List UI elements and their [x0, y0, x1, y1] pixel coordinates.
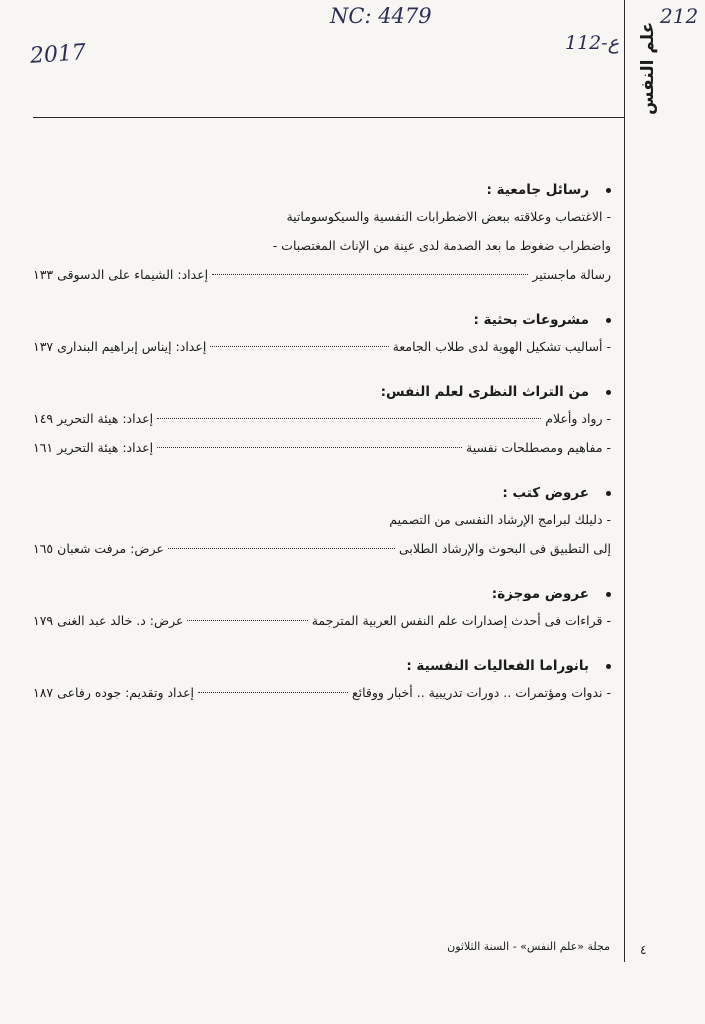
- entry-page-number: ١٨٧: [33, 685, 54, 700]
- side-rule: [624, 0, 625, 962]
- section-brief-reviews: [33, 582, 611, 635]
- bullet-icon: [606, 664, 611, 669]
- entry-page-number: ١٣٣: [33, 267, 54, 282]
- dot-leader: [157, 446, 462, 448]
- section-theoretical-heritage: [33, 380, 611, 462]
- entry-credit: إعداد: هيئة التحرير: [57, 411, 154, 426]
- section-heading: من التراث النظرى لعلم النفس:: [33, 380, 611, 404]
- entry-credit: إعداد: الشيماء على الدسوقى: [57, 267, 209, 282]
- header-rule: [33, 117, 625, 118]
- footer-journal-line: مجلة «علم النفس» - السنة الثلاثون: [447, 940, 610, 953]
- section-heading: عروض موجزة:: [33, 582, 611, 606]
- entry-title: - ندوات ومؤتمرات .. دورات تدريبية .. أخبار ووقائع: [351, 685, 611, 700]
- dot-leader: [157, 417, 541, 419]
- entry-text-line: واضطراب ضغوط ما بعد الصدمة لدى عينة من الإناث المغتصبات -: [272, 238, 611, 253]
- toc-entry: [33, 404, 611, 433]
- entry-title: - مفاهيم ومصطلحات نفسية: [466, 440, 611, 455]
- entry-title: - أساليب تشكيل الهوية لدى طلاب الجامعة: [392, 339, 611, 354]
- entry-title: - قراءات فى أحدث إصدارات علم النفس العربية المترجمة: [311, 613, 611, 628]
- dot-leader: [198, 691, 348, 693]
- dot-leader: [187, 619, 307, 621]
- entry-credit: إعداد: إيناس إبراهيم البندارى: [57, 339, 207, 354]
- entry-text-line: - الاغتصاب وعلاقته ببعض الاضطرابات النفسية والسيكوسوماتية: [286, 209, 611, 224]
- entry-credit: إعداد وتقديم: جوده رفاعى: [57, 685, 195, 700]
- toc-entry: [33, 678, 611, 707]
- section-events-panorama: [33, 654, 611, 707]
- entry-title: - رواد وأعلام: [545, 411, 611, 426]
- footer-page-number: ٤: [640, 943, 647, 957]
- entry-credit: عرض: د. خالد عبد الغنى: [57, 613, 184, 628]
- entry-page-number: ١٤٩: [33, 411, 54, 426]
- entry-page-number: ١٣٧: [33, 339, 54, 354]
- section-heading: بانوراما الفعاليات النفسية :: [33, 654, 611, 678]
- bullet-icon: [606, 390, 611, 395]
- section-university-theses: [33, 178, 611, 289]
- dot-leader: [212, 273, 528, 275]
- entry-page-number: ١٧٩: [33, 613, 54, 628]
- entry-text-line: - دليلك لبرامج الإرشاد النفسى من التصميم: [389, 512, 611, 527]
- toc-entry: [33, 260, 611, 289]
- entry-credit: عرض: مرفت شعبان: [57, 541, 164, 556]
- entry-credit: إعداد: هيئة التحرير: [57, 440, 154, 455]
- toc-entry: [33, 534, 611, 563]
- section-research-projects: [33, 308, 611, 361]
- bullet-icon: [606, 318, 611, 323]
- table-of-contents: [33, 178, 611, 726]
- side-journal-title: علم النفس: [638, 21, 658, 115]
- dot-leader: [168, 547, 395, 549]
- entry-title: إلى التطبيق فى البحوث والإرشاد الطلابى: [399, 541, 611, 556]
- section-heading: رسائل جامعية :: [33, 178, 611, 202]
- section-heading: مشروعات بحثية :: [33, 308, 611, 332]
- entry-title: رسالة ماجستير: [532, 267, 611, 282]
- toc-entry: [33, 433, 611, 462]
- section-heading: عروض كتب :: [33, 481, 611, 505]
- entry-page-number: ١٦١: [33, 440, 54, 455]
- toc-entry: [33, 332, 611, 361]
- handwritten-page-mark: 212: [660, 4, 699, 28]
- handwritten-code: 112-ع: [565, 32, 620, 54]
- section-book-reviews: [33, 481, 611, 563]
- dot-leader: [210, 345, 388, 347]
- toc-entry: [33, 606, 611, 635]
- entry-page-number: ١٦٥: [33, 541, 54, 556]
- handwritten-year: 2017: [29, 40, 87, 69]
- handwritten-nc-number: NC: 4479: [330, 4, 432, 28]
- bullet-icon: [606, 592, 611, 597]
- bullet-icon: [606, 188, 611, 193]
- bullet-icon: [606, 491, 611, 496]
